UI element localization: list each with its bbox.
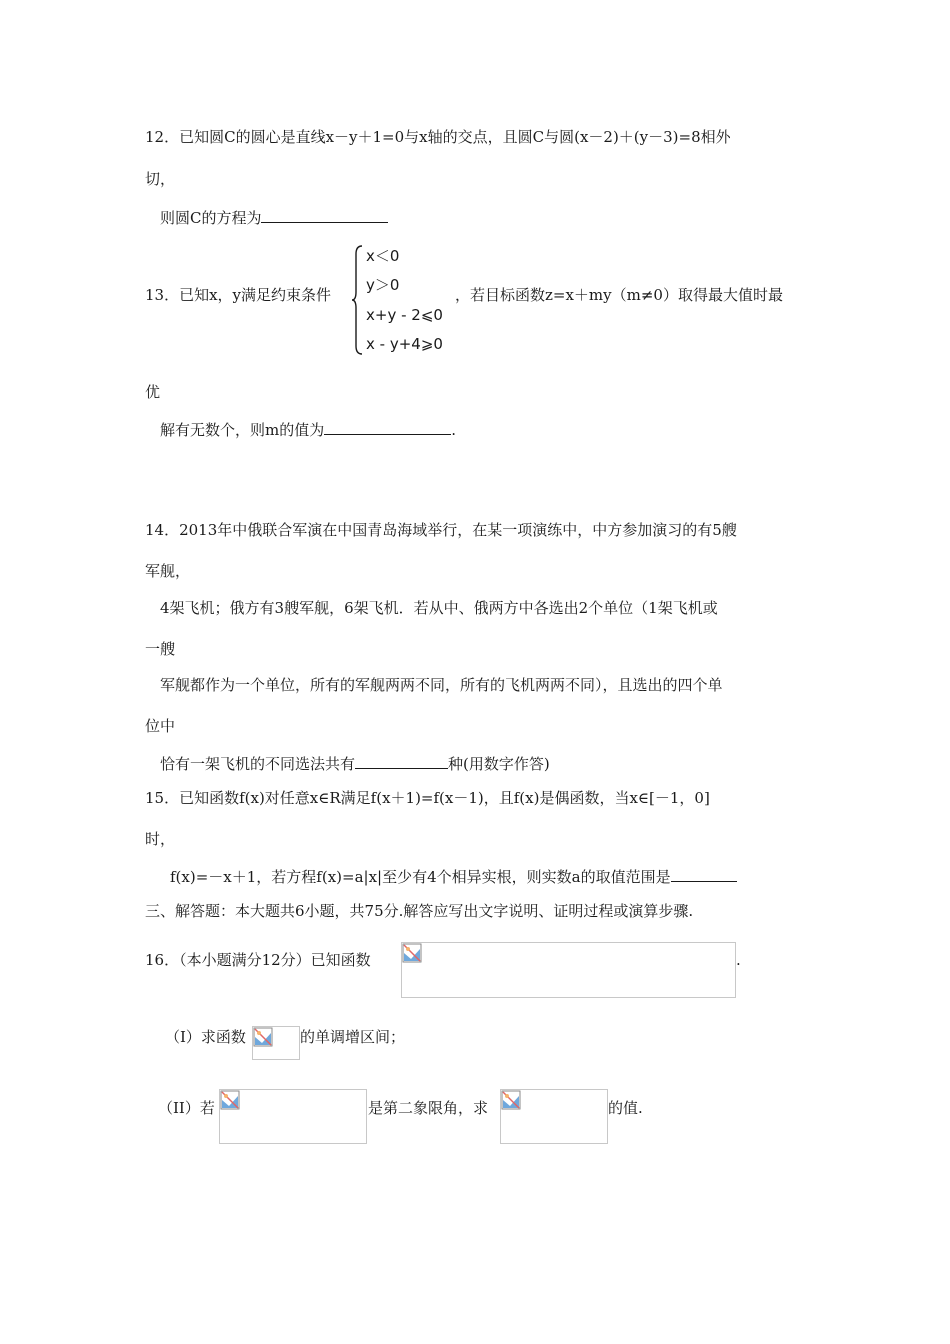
- q14-line-1: 14．2013年中俄联合军演在中国青岛海域举行，在某一项演练中，中方参加演习的有5艘: [145, 521, 737, 539]
- q16-line-1: 16．（本小题满分12分）已知函数: [145, 951, 371, 969]
- broken-image-icon: [501, 1090, 521, 1110]
- left-brace-icon: [352, 244, 364, 356]
- q15-line-1: 15．已知函数f(x)对任意x∈R满足f(x＋1)=f(x－1)，且f(x)是偶函数，当x∈[－1，0]: [145, 789, 710, 807]
- constraint-4: x - y+4⩾0: [366, 335, 443, 353]
- q14-line-7: [160, 752, 550, 774]
- q16-part-1-suffix: 的单调增区间；: [300, 1028, 406, 1046]
- q13-line-3: [160, 418, 456, 440]
- q16-part-2-suffix: 的值.: [608, 1099, 643, 1117]
- q13-period: .: [451, 421, 457, 439]
- function-name-image: [252, 1026, 300, 1060]
- q13-prefix: 13．已知x，y满足约束条件: [145, 286, 332, 304]
- q15-line-2: 时，: [145, 830, 176, 848]
- q12-answer-blank[interactable]: [261, 206, 388, 223]
- q13-suffix: ，若目标函数z=x＋my（m≠0）取得最大值时最: [455, 286, 783, 304]
- constraint-3: x+y - 2⩽0: [366, 306, 443, 324]
- q13-line-2: 优: [145, 383, 161, 401]
- q14-line-3: 4架飞机；俄方有3艘军舰，6架飞机．若从中、俄两方中各选出2个单位（1架飞机或: [160, 599, 718, 617]
- broken-image-icon: [220, 1090, 240, 1110]
- q14-unit: 种(用数字作答): [448, 755, 550, 773]
- q12-line-3: [160, 206, 388, 228]
- q16-part-2-prefix: （II）若: [158, 1099, 215, 1117]
- function-formula-image: [401, 942, 736, 998]
- q14-answer-blank[interactable]: [355, 752, 448, 769]
- condition-formula-image: [219, 1089, 367, 1144]
- broken-image-icon: [253, 1027, 273, 1047]
- q12-line-1: 12．已知圆C的圆心是直线x－y＋1=0与x轴的交点，且圆C与圆(x－2)＋(y－3)=8相外: [145, 128, 731, 146]
- constraint-system: [352, 244, 457, 356]
- q14-line-4: 一艘: [145, 640, 176, 658]
- q16-part-2-middle: 是第二象限角，求: [368, 1099, 489, 1117]
- q14-line-2: 军舰，: [145, 562, 191, 580]
- target-expression-image: [500, 1089, 608, 1144]
- constraint-2: y＞0: [366, 276, 400, 294]
- q15-line-3: [170, 865, 737, 887]
- q12-prompt: 则圆C的方程为: [160, 209, 262, 227]
- q15-prompt: f(x)=－x＋1，若方程f(x)=a|x|至少有4个相异实根，则实数a的取值范围是: [170, 868, 671, 886]
- section-3-heading: 三、解答题：本大题共6小题，共75分.解答应写出文字说明、证明过程或演算步骤.: [145, 902, 694, 920]
- q14-line-6: 位中: [145, 717, 176, 735]
- q13-prompt: 解有无数个，则m的值为: [160, 421, 325, 439]
- q12-line-2: 切，: [145, 170, 176, 188]
- broken-image-icon: [402, 943, 422, 963]
- constraint-1: x＜0: [366, 247, 400, 265]
- q16-line-1-period: .: [736, 951, 741, 969]
- q16-part-1-prefix: （I）求函数: [165, 1028, 246, 1046]
- q14-line-5: 军舰都作为一个单位，所有的军舰两两不同，所有的飞机两两不同），且选出的四个单: [160, 676, 723, 694]
- q14-prompt: 恰有一架飞机的不同选法共有: [160, 755, 356, 773]
- q15-answer-blank[interactable]: [671, 865, 737, 882]
- q13-answer-blank[interactable]: [324, 418, 451, 435]
